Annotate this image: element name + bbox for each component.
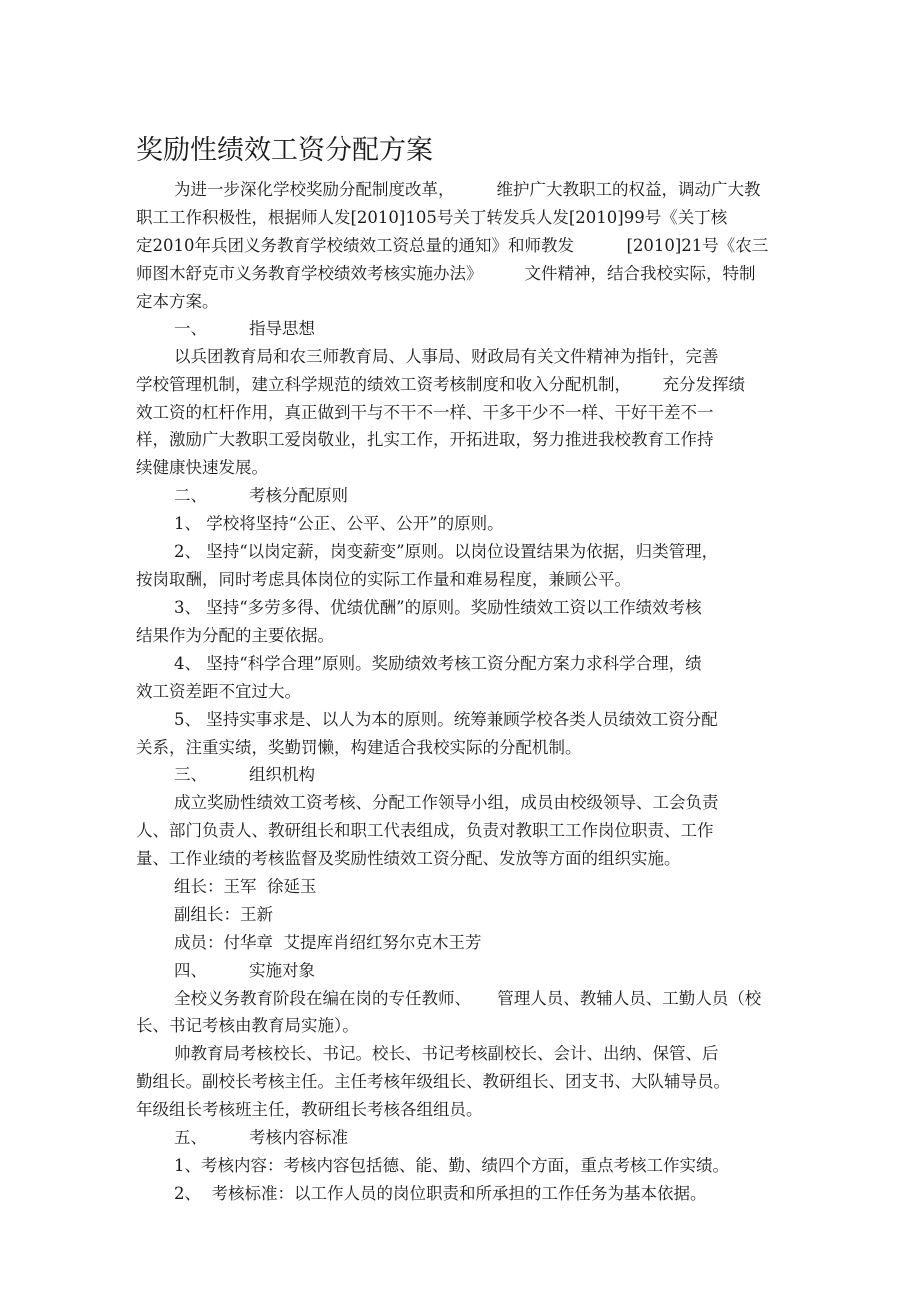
intro-line-4: 师图木舒克市义务教育学校绩效考核实施办法》 文件精神，结合我校实际，特制 bbox=[136, 264, 756, 283]
section-1-heading: 一、 指导思想 bbox=[174, 319, 315, 338]
section-4-line: 全校义务教育阶段在编在岗的专任教师、 管理人员、教辅人员、工勤人员（校 bbox=[174, 989, 762, 1008]
intro-line-2: 职工工作积极性，根据师人发[2010]105号关丁转发兵人发[2010]99号《关丁核 bbox=[136, 208, 728, 227]
section-3-line: 成立奖励性绩效工资考核、分配工作领导小组，成员由校级领导、工会负责 bbox=[174, 793, 719, 812]
section-2-heading: 二、 考核分配原则 bbox=[174, 486, 348, 505]
section-1-line: 学校管理机制，建立科学规范的绩效工资考核制度和收入分配机制， 充分发挥绩 bbox=[136, 375, 745, 394]
section-2-line: 按岗取酬，同时考虑具体岗位的实际工作量和难易程度，兼顾公平。 bbox=[136, 570, 631, 589]
section-2-line: 结果作为分配的主要依据。 bbox=[136, 626, 334, 645]
intro-line-3: 定2010年兵团义务教育学校绩效工资总量的通知》和师教发 [2010]21号《农三 bbox=[136, 236, 769, 255]
section-2-line: 效工资差距不宜过大。 bbox=[136, 682, 301, 701]
section-2-line: 关系，注重实绩，奖勤罚懒，构建适合我校实际的分配机制。 bbox=[136, 738, 582, 757]
section-3-line: 量、工作业绩的考核监督及奖励性绩效工资分配、发放等方面的组织实施。 bbox=[136, 849, 681, 868]
section-4-line: 勤组长。副校长考核主任。主任考核年级组长、教研组长、团支书、大队辅导员。 bbox=[136, 1072, 730, 1091]
section-5-line: 1、考核内容：考核内容包括德、能、勤、绩四个方面，重点考核工作实绩。 bbox=[174, 1156, 729, 1175]
section-1-line: 样，激励广大教职工爱岗敬业，扎实工作，开拓进取，努力推进我校教育工作持 bbox=[136, 430, 714, 449]
section-5-line: 2、 考核标准：以工作人员的岗位职责和所承担的工作任务为基本依据。 bbox=[174, 1184, 707, 1203]
document-title: 奖励性绩效工资分配方案 bbox=[136, 135, 433, 166]
section-2-line: 3、 坚持“多劳多得、优绩优酬”的原则。奖励性绩效工资以工作绩效考核 bbox=[174, 598, 702, 617]
section-3-heading: 三、 组织机构 bbox=[174, 765, 315, 784]
intro-line-5: 定本方案。 bbox=[136, 292, 219, 311]
section-3-line: 成员：付华章 艾提库肖绍红努尔克木王芳 bbox=[174, 933, 482, 952]
section-5-heading: 五、 考核内容标准 bbox=[174, 1128, 348, 1147]
section-2-line: 1、 学校将坚持“公正、公平、公开”的原则。 bbox=[174, 514, 504, 533]
section-2-line: 2、 坚持“以岗定薪，岗变薪变”原则。以岗位设置结果为依据，归类管理， bbox=[174, 542, 719, 561]
section-1-line: 以兵团教育局和农三师教育局、人事局、财政局有关文件精神为指针，完善 bbox=[174, 347, 719, 366]
section-1-line: 效工资的杠杆作用，真正做到干与不干不一样、干多干少不一样、干好干差不一 bbox=[136, 403, 714, 422]
section-2-line: 4、 坚持“科学合理”原则。奖励绩效考核工资分配方案力求科学合理，绩 bbox=[174, 654, 702, 673]
section-2-line: 5、 坚持实事求是、以人为本的原则。统筹兼顾学校各类人员绩效工资分配 bbox=[174, 710, 718, 729]
section-4-line: 帅教育局考核校长、书记。校长、书记考核副校长、会计、出纳、保管、后 bbox=[174, 1044, 719, 1063]
intro-line-1: 为进一步深化学校奖励分配制度改革， 维护广大教职工的权益，调动广大教 bbox=[174, 180, 761, 199]
section-1-line: 续健康快速发展。 bbox=[136, 458, 268, 477]
section-4-line: 长、书记考核由教育局实施）。 bbox=[136, 1016, 359, 1035]
section-3-line: 组长：王军 徐延玉 bbox=[174, 877, 317, 896]
section-4-line: 年级组长考核班主任，教研组长考核各组组员。 bbox=[136, 1100, 483, 1119]
section-3-line: 副组长：王新 bbox=[174, 905, 273, 924]
section-3-line: 人、部门负责人、教研组长和职工代表组成，负责对教职工工作岗位职责、工作 bbox=[136, 821, 714, 840]
section-4-heading: 四、 实施对象 bbox=[174, 961, 315, 980]
